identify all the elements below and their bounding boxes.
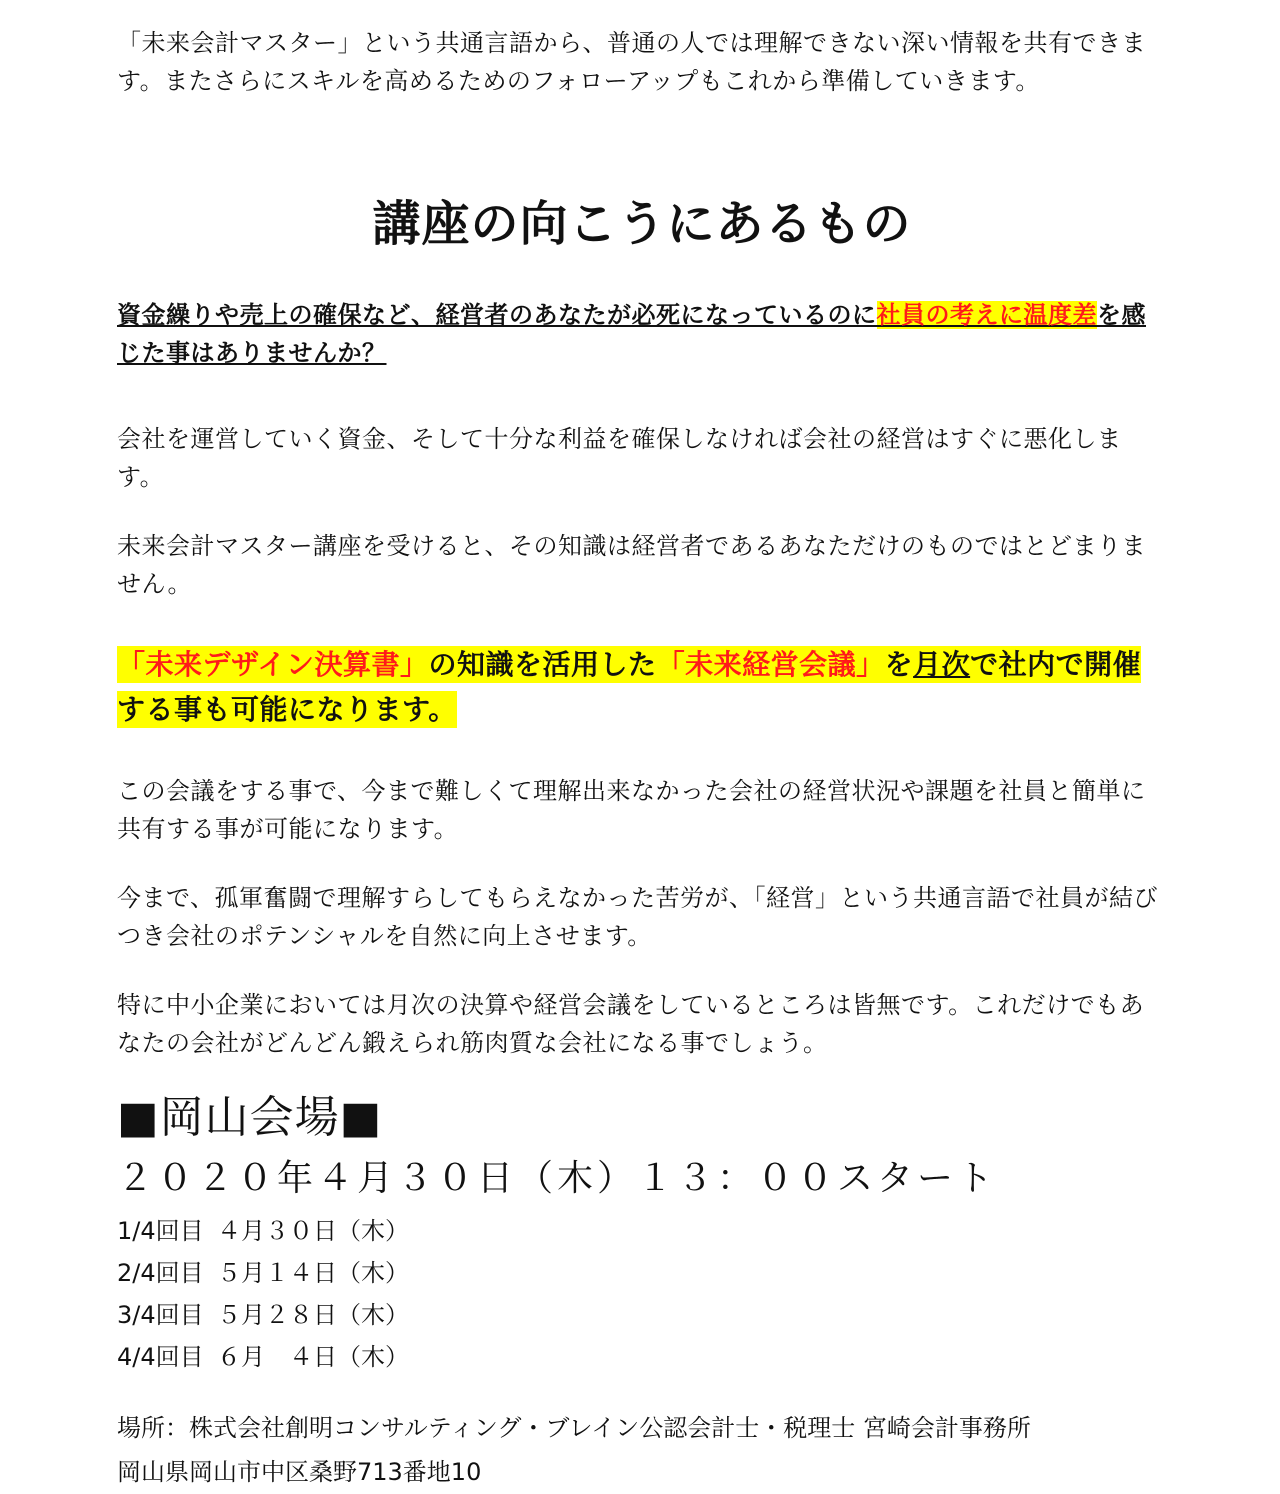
session-number: 3/4回目 [117, 1301, 204, 1329]
article-content [117, 24, 1167, 1494]
session-number: 1/4回目 [117, 1217, 204, 1245]
session-item [117, 1252, 1167, 1294]
session-date: ４月３０日（木） [217, 1217, 409, 1245]
session-date: ６月 ４日（木） [217, 1343, 409, 1371]
highlight-red-2: 「未来経営会議」 [656, 648, 885, 681]
session-number: 2/4回目 [117, 1259, 204, 1287]
highlight-text-2: を [884, 648, 914, 681]
venue-start-date: ２０２０年４月３０日（木）１３：００スタート [117, 1158, 998, 1199]
venue-location [117, 1406, 1167, 1494]
session-date: ５月２８日（木） [217, 1301, 409, 1329]
question-text-1: 資金繰りや売上の確保など、経営者のあなたが必死になっているのに [117, 301, 877, 329]
paragraph-funds: 会社を運営していく資金、そして十分な利益を確保しなければ会社の経営はすぐに悪化します。 [117, 425, 1122, 491]
question-text-2: を感じた事はありませんか？ [117, 301, 1146, 367]
highlight-background [117, 646, 1141, 728]
session-number: 4/4回目 [117, 1343, 204, 1371]
intro-paragraph: 「未来会計マスター」という共通言語から、普通の人では理解できない深い情報を共有できます。またさらにスキルを高めるためのフォローアップもこれから準備していきます。 [117, 29, 1146, 95]
venue-place: 場所：株式会社創明コンサルティング・ブレイン公認会計士・税理士 宮崎会計事務所 [117, 1414, 1031, 1442]
paragraph-knowledge: 未来会計マスター講座を受けると、その知識は経営者であるあなただけのものではとどまりません。 [117, 532, 1146, 598]
session-item [117, 1336, 1167, 1378]
session-list [117, 1210, 1167, 1378]
highlight-red-1: 「未来デザイン決算書」 [117, 648, 429, 681]
paragraph-sme: 特に中小企業においては月次の決算や経営会議をしているところは皆無です。これだけでもあなたの会社がどんどん鍛えられ筋肉質な会社になる事でしょう。 [117, 991, 1145, 1057]
highlight-text-3: で社内で開催する事も可能になります。 [117, 648, 1142, 726]
highlight-text-1: の知識を活用した [428, 648, 657, 681]
highlight-paragraph [117, 642, 1167, 732]
question-paragraph [117, 296, 1167, 372]
venue-heading: ■岡山会場■ [117, 1092, 383, 1143]
venue-address: 岡山県岡山市中区桑野713番地10 [117, 1458, 482, 1486]
session-item [117, 1210, 1167, 1252]
highlight-underlined: 月次 [913, 648, 971, 681]
section-heading: 講座の向こうにあるもの [372, 196, 912, 252]
paragraph-meeting: この会議をする事で、今まで難しくて理解出来なかった会社の経営状況や課題を社員と簡単に共有する事が可能になります。 [117, 777, 1146, 843]
session-date: ５月１４日（木） [217, 1259, 409, 1287]
paragraph-potential: 今まで、孤軍奮闘で理解すらしてもらえなかった苦労が、「経営」という共通言語で社員が結びつき会社のポテンシャルを自然に向上させます。 [117, 884, 1159, 950]
session-item [117, 1294, 1167, 1336]
question-highlight: 社員の考えに温度差 [876, 301, 1097, 329]
